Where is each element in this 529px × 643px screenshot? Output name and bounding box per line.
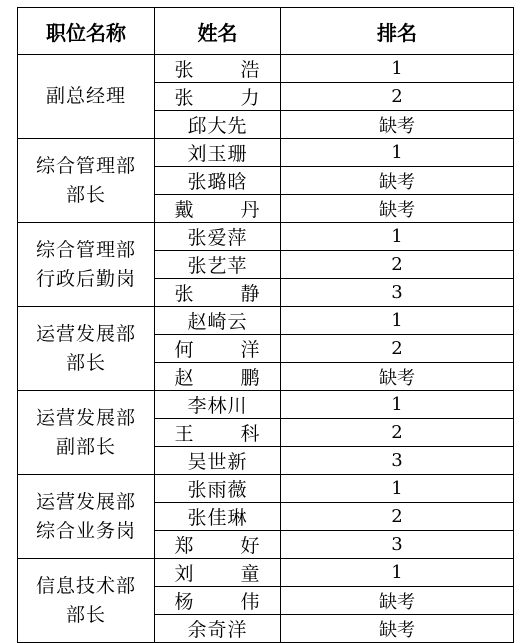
position-line: 行政后勤岗 (35, 267, 136, 290)
position-cell (18, 559, 155, 643)
candidate-name: 张雨薇 (187, 479, 248, 501)
name-cell (155, 615, 281, 643)
candidate-name: 李林川 (187, 395, 248, 417)
name-cell (155, 195, 281, 223)
rank-cell: 1 (281, 475, 514, 503)
candidate-name: 戴丹 (174, 199, 261, 221)
header-position: 职位名称 (18, 8, 155, 55)
rank-cell: 1 (281, 307, 514, 335)
name-cell (155, 503, 281, 531)
name-cell (155, 167, 281, 195)
table-header (18, 8, 514, 55)
name-cell (155, 139, 281, 167)
name-cell (155, 587, 281, 615)
rank-cell: 2 (281, 335, 514, 363)
name-cell (155, 83, 281, 111)
rank-cell: 缺考 (281, 587, 514, 615)
candidate-name: 张静 (174, 283, 261, 305)
name-cell (155, 307, 281, 335)
position-line: 部长 (65, 351, 106, 374)
candidate-name: 张艺苹 (187, 255, 248, 277)
rank-cell: 3 (281, 279, 514, 307)
rank-cell: 1 (281, 223, 514, 251)
candidate-name: 何洋 (174, 339, 261, 361)
rank-cell: 1 (281, 391, 514, 419)
header-name: 姓名 (155, 8, 281, 55)
candidate-name: 张浩 (174, 59, 261, 81)
position-cell (18, 223, 155, 307)
candidate-name: 郑好 (174, 535, 261, 557)
position-cell (18, 475, 155, 559)
position-line: 部长 (65, 183, 106, 206)
position-cell (18, 391, 155, 475)
name-cell (155, 531, 281, 559)
table-row (18, 307, 514, 335)
position-line: 运营发展部 (35, 406, 136, 429)
position-cell (18, 55, 155, 139)
position-line: 副部长 (55, 435, 116, 458)
position-line: 运营发展部 (35, 490, 136, 513)
rank-cell: 3 (281, 531, 514, 559)
name-cell (155, 447, 281, 475)
position-cell (18, 139, 155, 223)
name-cell (155, 391, 281, 419)
position-line: 信息技术部 (35, 574, 136, 597)
position-line: 部长 (65, 603, 106, 626)
name-cell (155, 251, 281, 279)
candidate-name: 王科 (174, 423, 261, 445)
name-cell (155, 419, 281, 447)
table-row (18, 391, 514, 419)
rank-cell: 1 (281, 139, 514, 167)
table-row (18, 559, 514, 587)
position-line: 副总经理 (45, 85, 126, 107)
name-cell (155, 111, 281, 139)
header-row (18, 8, 514, 55)
header-rank: 排名 (281, 8, 514, 55)
rank-cell: 2 (281, 251, 514, 279)
rank-cell: 缺考 (281, 615, 514, 643)
name-cell (155, 559, 281, 587)
rank-cell: 缺考 (281, 167, 514, 195)
candidate-name: 赵崎云 (187, 311, 248, 333)
candidate-name: 赵鹏 (174, 367, 261, 389)
name-cell (155, 475, 281, 503)
position-cell (18, 307, 155, 391)
position-line: 运营发展部 (35, 322, 136, 345)
table-row (18, 55, 514, 83)
rank-cell: 缺考 (281, 111, 514, 139)
candidate-name: 张璐晗 (187, 171, 248, 193)
position-line: 综合管理部 (35, 238, 136, 261)
name-cell (155, 335, 281, 363)
candidate-name: 刘童 (174, 563, 261, 585)
candidate-name: 刘玉珊 (187, 143, 248, 165)
table-body (18, 55, 514, 643)
ranking-table (17, 7, 514, 643)
candidate-name: 吴世新 (187, 451, 248, 473)
candidate-name: 余奇洋 (187, 619, 248, 641)
name-cell (155, 279, 281, 307)
rank-cell: 2 (281, 83, 514, 111)
table-row (18, 475, 514, 503)
name-cell (155, 223, 281, 251)
position-line: 综合管理部 (35, 154, 136, 177)
rank-cell: 1 (281, 55, 514, 83)
position-line: 综合业务岗 (35, 519, 136, 542)
table-row (18, 223, 514, 251)
rank-cell: 缺考 (281, 195, 514, 223)
rank-cell: 3 (281, 447, 514, 475)
candidate-name: 杨伟 (174, 591, 261, 613)
rank-cell: 缺考 (281, 363, 514, 391)
rank-cell: 2 (281, 503, 514, 531)
candidate-name: 张爱萍 (187, 227, 248, 249)
candidate-name: 张力 (174, 87, 261, 109)
name-cell (155, 55, 281, 83)
rank-cell: 1 (281, 559, 514, 587)
name-cell (155, 363, 281, 391)
candidate-name: 张佳琳 (187, 507, 248, 529)
rank-cell: 2 (281, 419, 514, 447)
candidate-name: 邱大先 (187, 115, 248, 137)
table-row (18, 139, 514, 167)
